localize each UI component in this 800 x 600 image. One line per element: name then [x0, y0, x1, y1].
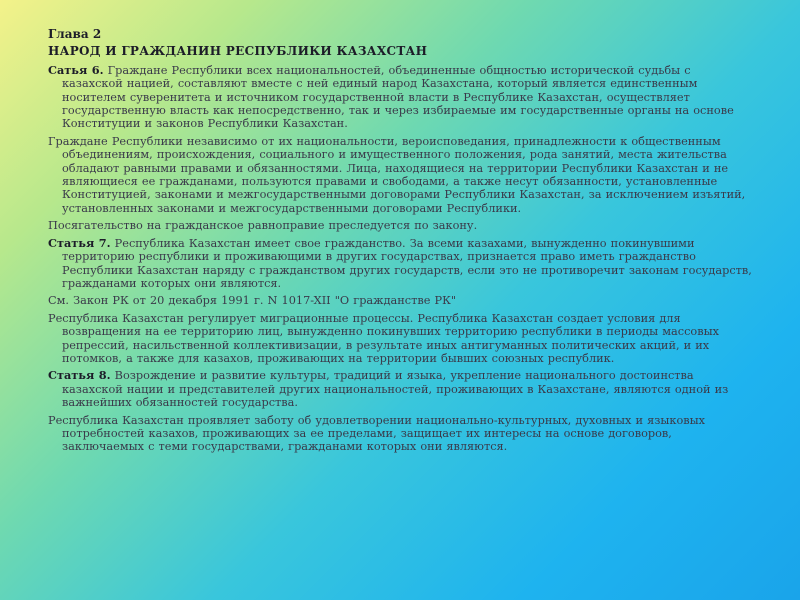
article-8-lead: Статья 8. [48, 368, 111, 383]
diaspora-text: Республика Казахстан проявляет заботу об удовлетворении национально-культурных, духовных и языковых потребностей казахов, проживающих за ее пределами, защищает их интересы на основе договоров, заключаемых с теми государствами, гражданами которых они являются. [48, 413, 705, 454]
diaspora-paragraph [48, 414, 754, 454]
chapter-heading: Глава 2 [48, 27, 102, 41]
article-8-text: Возрождение и развитие культуры, традиций и языка, укрепление национального достоинства казахской нации и представителей других национальностей, проживающих в Казахстане, являются одной из важнейших обязанностей государства. [62, 369, 729, 410]
article-7-paragraph [48, 237, 754, 291]
law-reference-text: См. Закон РК от 20 декабря 1991 г. N 1017-XII "О гражданстве РК" [48, 294, 457, 308]
migration-text: Республика Казахстан регулирует миграционные процессы. Республика Казахстан создает условия для возвращения на ее территорию лиц, вынужденно покинувших территорию республики в периоды массовых репрессий, насильственной коллективизации, в результате иных антигуманных политических акций, и их потомков, а также для казахов, проживающих на территории бывших союзных республик. [48, 311, 719, 365]
slide-content [48, 28, 754, 458]
article-6-text: Граждане Республики всех национальностей, объединенные общностью исторической судьбы с казахской нацией, составляют вместе с ней единый народ Казахстана, который является единственным носителем суверенитета и источником государственной власти в Республике Казахстан, осуществляет государственную власть как непосредственно, так и через избираемые им государственные органы на основе Конституции и законов Республики Казахстан. [62, 63, 734, 131]
article-7-text: Республика Казахстан имеет свое гражданство. За всеми казахами, вынужденно покинувшими территорию республики и проживающими в других государствах, признается право иметь гражданство Республики Казахстан наряду с гражданством других государств, если это не противоречит законам государств, гражданами которых они являются. [62, 236, 752, 290]
migration-paragraph [48, 312, 754, 366]
law-reference-paragraph [48, 294, 754, 307]
article-7-lead: Статья 7. [48, 235, 111, 250]
article-6-lead: Сатья 6. [48, 62, 104, 77]
equality-protection-paragraph [48, 219, 754, 232]
article-6-paragraph [48, 64, 754, 131]
equality-paragraph [48, 135, 754, 215]
equality-text: Граждане Республики независимо от их национальности, вероисповедания, принадлежности к общественным объединениям, происхождения, социального и имущественного положения, рода занятий, места жительства обладают равными правами и обязанностями. Лица, находящиеся на территории Республики Казахстан и не являющиеся ее гражданами, пользуются правами и свободами, а также несут обязанности, установленные Конституцией, законами и межгосударственными договорами Республики Казахстан, за исключением изъятий, установленных законами и межгосударственными договорами Республики. [48, 134, 746, 215]
section-title: НАРОД И ГРАЖДАНИН РЕСПУБЛИКИ КАЗАХСТАН [48, 44, 428, 59]
article-8-paragraph [48, 369, 754, 409]
equality-protection-text: Посягательство на гражданское равноправие преследуется по закону. [48, 219, 478, 233]
